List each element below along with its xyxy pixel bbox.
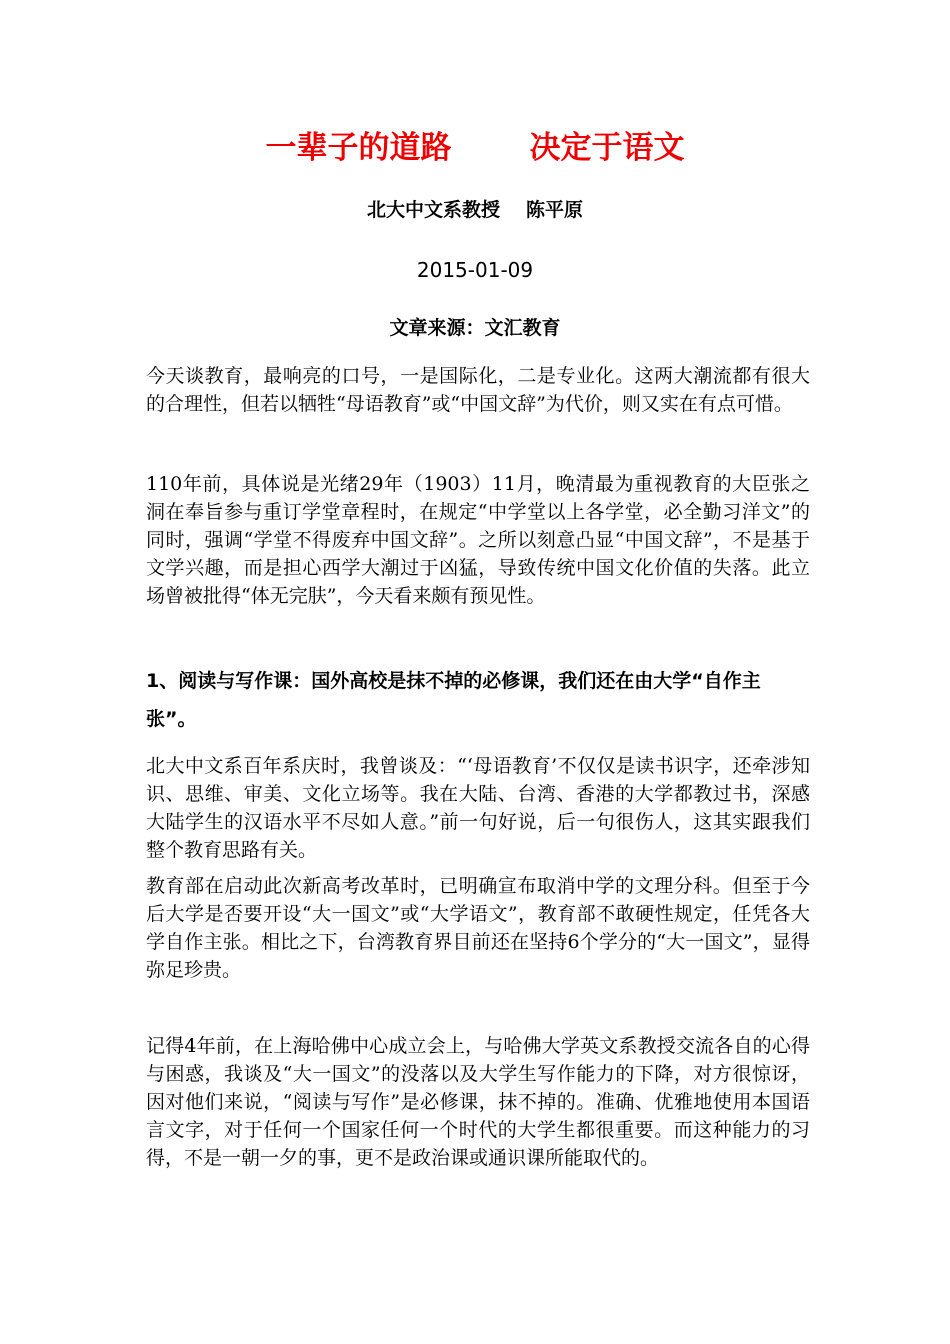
title-part-1: 一辈子的道路: [265, 130, 452, 166]
paragraph-section1-1: 北大中文系百年系庆时，我曾谈及：“‘母语教育’不仅仅是读书识字，还牵涉知识、思维、审美、文化立场等。我在大陆、台湾、香港的大学都教过书，深感大陆学生的汉语水平不尽如人意。”前一句好说，后一句很伤人，这其实跟我们整个教育思路有关。: [146, 755, 810, 861]
paragraph-intro: 今天谈教育，最响亮的口号，一是国际化，二是专业化。这两大潮流都有很大的合理性，但若以牺牲“母语教育”或“中国文辞”为代价，则又实在有点可惜。: [146, 365, 810, 415]
author-affiliation: 北大中文系教授: [366, 199, 500, 221]
paragraph-section1-2: 教育部在启动此次新高考改革时，已明确宣布取消中学的文理分科。但至于今后大学是否要开设“大一国文”或“大学语文”，教育部不敢硬性规定，任凭各大学自作主张。相比之下，台湾教育界目前还在坚持6个学分的“大一国文”，显得弥足珍贵。: [146, 875, 810, 981]
paragraph-history: 110年前，具体说是光绪29年（1903）11月，晚清最为重视教育的大臣张之洞在奉旨参与重订学堂章程时，在规定“中学堂以上各学堂，必全勤习洋文”的同时，强调“学堂不得废弃中国文辞”。之所以刻意凸显“中国文辞”，不是基于文学兴趣，而是担心西学大潮过于凶猛，导致传统中国文化价值的失落。此立场曾被批得“体无完肤”，今天看来颇有预见性。: [146, 473, 810, 607]
paragraph-section1-3: 记得4年前，在上海哈佛中心成立会上，与哈佛大学英文系教授交流各自的心得与困惑，我谈及“大一国文”的没落以及大学生写作能力的下降，对方很惊讶，因对他们来说，“阅读与写作”是必修课，抹不掉的。准确、优雅地使用本国语言文字，对于任何一个国家任何一个时代的大学生都很重要。而这种能力的习得，不是一朝一夕的事，更不是政治课或通识课所能取代的。: [146, 1035, 810, 1169]
section-heading: 1、阅读与写作课：国外高校是抹不掉的必修课，我们还在由大学“自作主张”。: [146, 670, 761, 730]
article-source: 文章来源：文汇教育: [389, 317, 561, 339]
publish-date: 2015-01-09: [416, 258, 534, 282]
title-part-2: 决定于语文: [529, 130, 685, 166]
author-name: 陈平原: [526, 199, 584, 221]
article-title: [0, 126, 950, 170]
author-line: [0, 196, 950, 224]
